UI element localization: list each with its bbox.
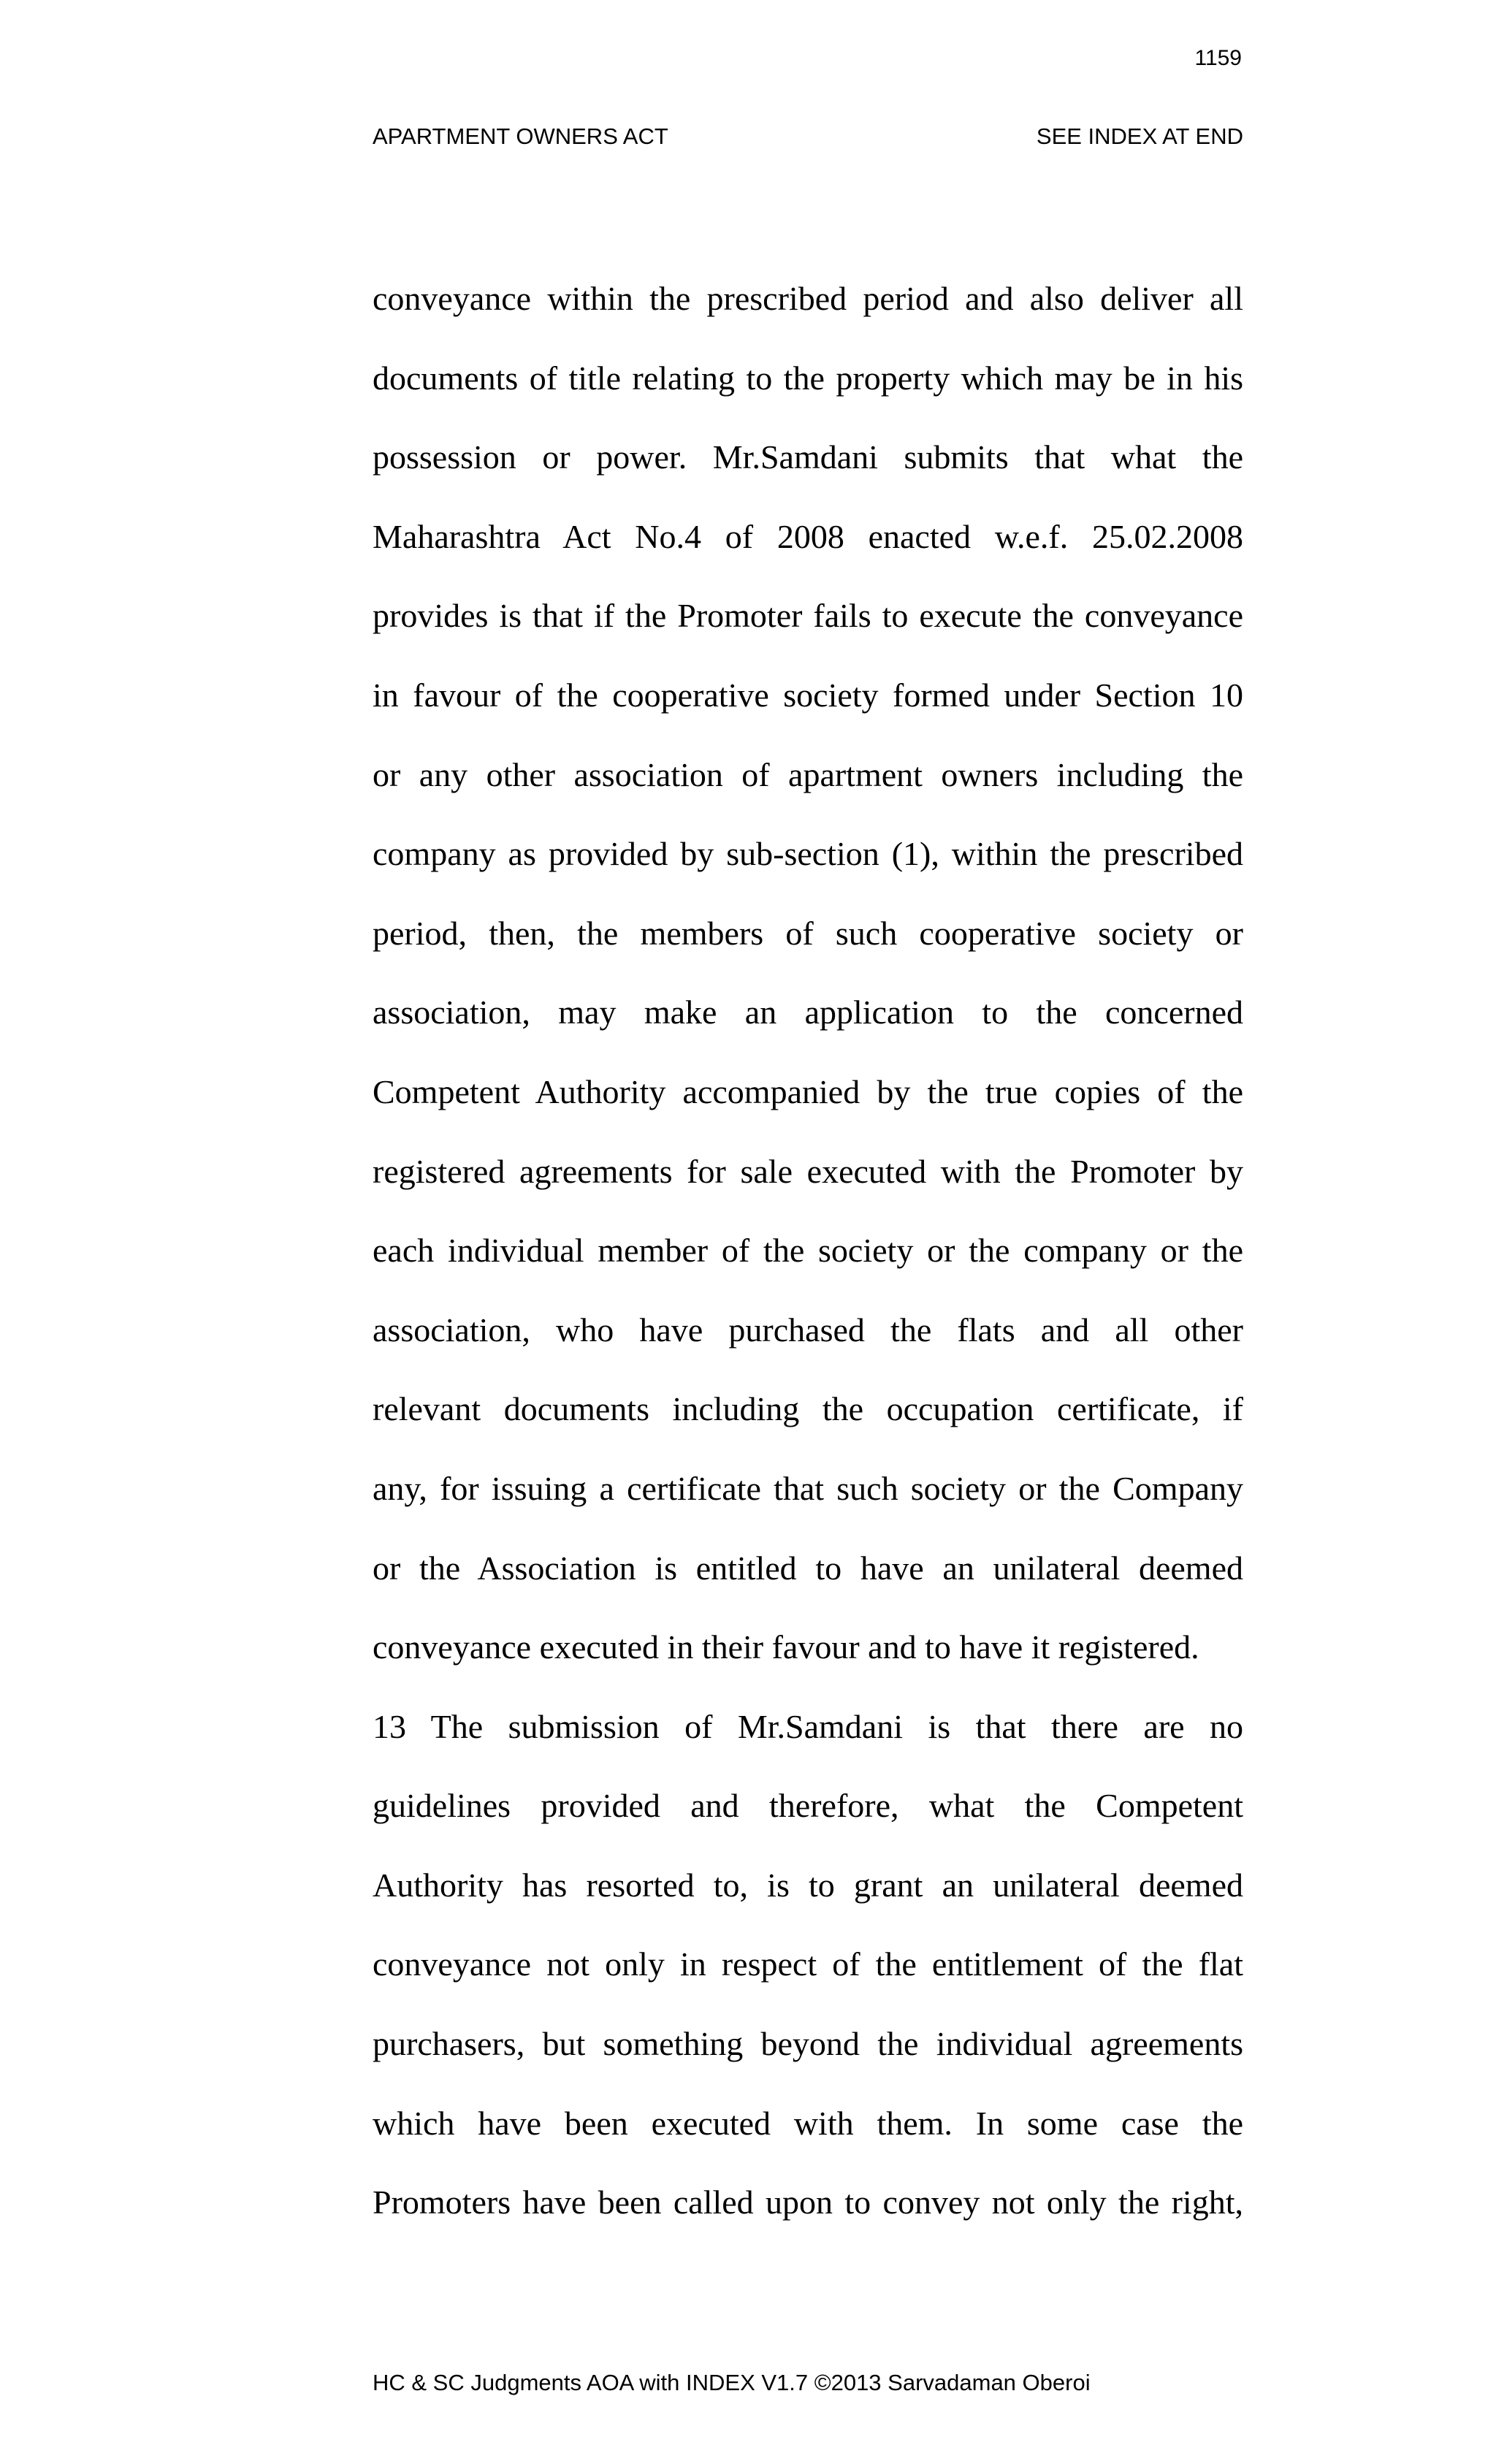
text-line: in favour of the cooperative society formed under Section 10	[373, 676, 1243, 714]
text-line: Competent Authority accompanied by the true copies of the	[373, 1072, 1243, 1110]
text-line: which have been executed with them. In some case the	[373, 2104, 1243, 2142]
text-line: association, may make an application to the concerned	[373, 993, 1243, 1031]
text-line: each individual member of the society or the company or the	[373, 1232, 1243, 1270]
text-line-paragraph-13-start: 13 The submission of Mr.Samdani is that there are no	[373, 1707, 1243, 1745]
header-title-right: SEE INDEX AT END	[1036, 123, 1243, 149]
text-line: purchasers, but something beyond the individual agreements	[373, 2025, 1243, 2063]
text-line: possession or power. Mr.Samdani submits that what the	[373, 438, 1243, 476]
text-line: or the Association is entitled to have an unilateral deemed	[373, 1549, 1243, 1587]
text-line: conveyance not only in respect of the entitlement of the flat	[373, 1945, 1243, 1983]
text-line: conveyance within the prescribed period and also deliver all	[373, 280, 1243, 317]
text-line: Maharashtra Act No.4 of 2008 enacted w.e.f. 25.02.2008	[373, 517, 1243, 555]
page-number: 1159	[1194, 46, 1242, 70]
text-line: any, for issuing a certificate that such society or the Company	[373, 1469, 1243, 1507]
text-line: or any other association of apartment owners including the	[373, 755, 1243, 793]
text-line: guidelines provided and therefore, what the Competent	[373, 1787, 1243, 1825]
text-line: registered agreements for sale executed with the Promoter by	[373, 1152, 1243, 1190]
text-line: Promoters have been called upon to convey not only the right,	[373, 2183, 1243, 2221]
judgment-body-text	[373, 259, 1243, 2243]
text-line-paragraph-end: conveyance executed in their favour and to have it registered.	[373, 1628, 1199, 1666]
text-line: provides is that if the Promoter fails to execute the conveyance	[373, 597, 1243, 635]
running-header	[373, 123, 1243, 150]
header-title-left: APARTMENT OWNERS ACT	[373, 123, 668, 149]
text-line: period, then, the members of such cooperative society or	[373, 914, 1243, 952]
text-line: documents of title relating to the property which may be in his	[373, 359, 1243, 397]
text-line: association, who have purchased the flats and all other	[373, 1311, 1243, 1349]
text-line: relevant documents including the occupation certificate, if	[373, 1390, 1243, 1428]
page-footer: HC & SC Judgments AOA with INDEX V1.7 ©2013 Sarvadaman Oberoi	[373, 2370, 1091, 2395]
text-line: Authority has resorted to, is to grant an unilateral deemed	[373, 1866, 1243, 1904]
text-line: company as provided by sub-section (1), within the prescribed	[373, 835, 1243, 873]
